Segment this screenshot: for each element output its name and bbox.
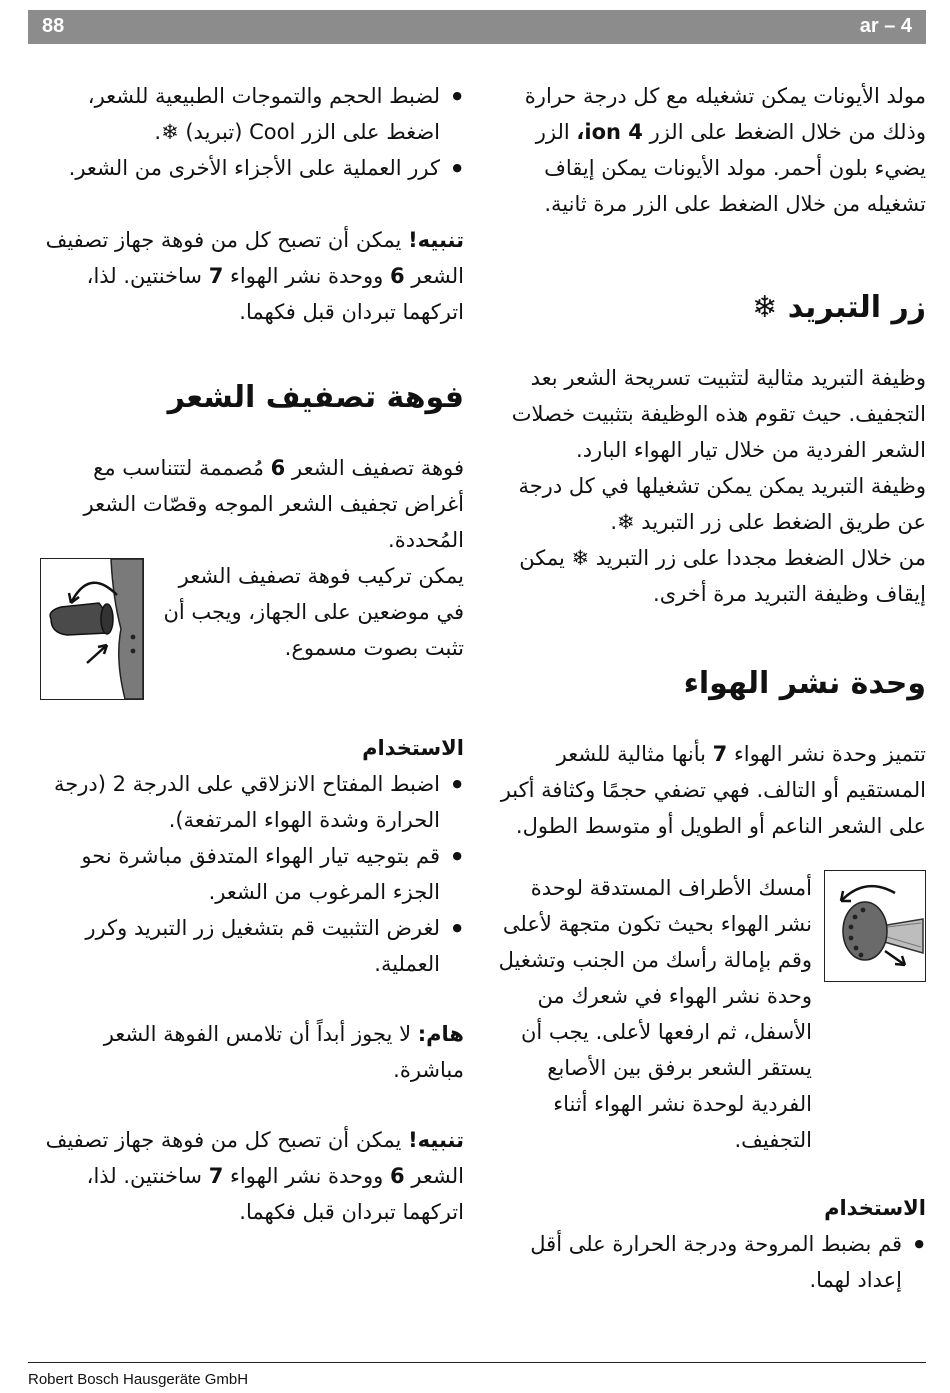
diffuser-paragraph: تتميز وحدة نشر الهواء 7 بأنها مثالية للشعر المستقيم أو التالف. فهي تضفي حجمًا وكثافة أكبر على الشعر الناعم أو الطويل أو متوسط الطول.	[500, 742, 926, 838]
warning-label: تنبيه!	[408, 228, 464, 252]
cool-paragraph-2: وظيفة التبريد يمكن يمكن تشغيلها في كل درجة عن طريق الضغط على زر التبريد ❄.	[518, 474, 926, 534]
cool-heading: زر التبريد ❄	[752, 290, 926, 325]
list-item: ● قم بتوجيه تيار الهواء المتدفق مباشرة نحو الجزء المرغوب من الشعر.	[40, 838, 464, 910]
cool-button-label: Cool	[249, 120, 296, 144]
page-header	[28, 10, 926, 44]
usage-heading-right: الاستخدام	[824, 1196, 926, 1220]
list-item: ● لضبط الحجم والتموجات الطبيعية للشعر، اضغط على الزر Cool (تبريد) ❄.	[40, 78, 464, 150]
important-label: هام:	[417, 1022, 464, 1046]
left-column	[40, 78, 464, 1230]
warning-label: تنبيه!	[408, 1128, 464, 1152]
warning-1: تنبيه! يمكن أن تصبح كل من فوهة جهاز تصفيف الشعر 6 ووحدة نشر الهواء 7 ساخنتين. لذا، اتركهما تبردان قبل فكهما.	[45, 228, 464, 324]
list-item: ● لغرض التثبيت قم بتشغيل زر التبريد وكرر العملية.	[40, 910, 464, 982]
diffuser-figure	[824, 870, 926, 982]
list-item: ● اضبط المفتاح الانزلاقي على الدرجة 2 (درجة الحرارة وشدة الهواء المرتفعة).	[40, 766, 464, 838]
usage-list-right	[488, 1226, 926, 1298]
cool-paragraph-3: من خلال الضغط مجددا على زر التبريد ❄ يمكن إيقاف وظيفة التبريد مرة أخرى.	[519, 546, 926, 606]
usage-heading-left: الاستخدام	[362, 736, 464, 760]
important-note: هام: لا يجوز أبداً أن تلامس الفوهة الشعر مباشرة.	[103, 1022, 464, 1082]
nozzle-heading: فوهة تصفيف الشعر	[167, 380, 464, 415]
ion-button-label: ion 4،	[576, 120, 643, 144]
nozzle-attach-figure	[40, 558, 144, 700]
page-footer	[28, 1362, 926, 1388]
diffuser-figure-row	[488, 870, 926, 1158]
top-list	[40, 78, 464, 186]
nozzle-figure-row	[40, 558, 464, 700]
right-column	[488, 78, 926, 1298]
diffuser-heading: وحدة نشر الهواء	[683, 666, 926, 701]
nozzle-instruction: يمكن تركيب فوهة تصفيف الشعر في موضعين على الجهاز، ويجب أن تثبت بصوت مسموع.	[163, 564, 464, 660]
usage-list-left	[40, 766, 464, 982]
nozzle-paragraph: فوهة تصفيف الشعر 6 مُصممة لتتناسب مع أغراض تجفيف الشعر الموجه وقصّات الشعر المُحددة.	[83, 456, 464, 552]
section-label: ar – 4	[859, 15, 912, 37]
warning-2: تنبيه! يمكن أن تصبح كل من فوهة جهاز تصفيف الشعر 6 ووحدة نشر الهواء 7 ساخنتين. لذا، اتركهما تبردان قبل فكهما.	[45, 1128, 464, 1224]
list-item: ● كرر العملية على الأجزاء الأخرى من الشعر.	[40, 150, 464, 186]
cool-paragraph-1: وظيفة التبريد مثالية لتثبيت تسريحة الشعر بعد التجفيف. حيث تقوم هذه الوظيفة بتثبيت خصلات الشعر الفردية من خلال تيار الهواء البارد.	[511, 366, 926, 462]
ion-paragraph: مولد الأيونات يمكن تشغيله مع كل درجة حرارة وذلك من خلال الضغط على الزر ion 4، الزر يضيء بلون أحمر. مولد الأيونات يمكن إيقاف تشغيله من خلال الضغط على الزر مرة ثانية.	[524, 84, 926, 216]
company-name: Robert Bosch Hausgeräte GmbH	[28, 1371, 249, 1388]
diffuser-instruction: أمسك الأطراف المستدقة لوحدة نشر الهواء بحيث تكون متجهة لأعلى وقم بإمالة رأسك من الجنب وتشغيل وحدة نشر الهواء في شعرك من الأسفل، ثم ارفعها لأعلى. يجب أن يستقر الشعر برفق بين الأصابع الفردية لوحدة نشر الهواء أثناء التجفيف.	[498, 876, 812, 1152]
page-number: 88	[42, 15, 65, 37]
list-item: ● قم بضبط المروحة ودرجة الحرارة على أقل إعداد لهما.	[488, 1226, 926, 1298]
